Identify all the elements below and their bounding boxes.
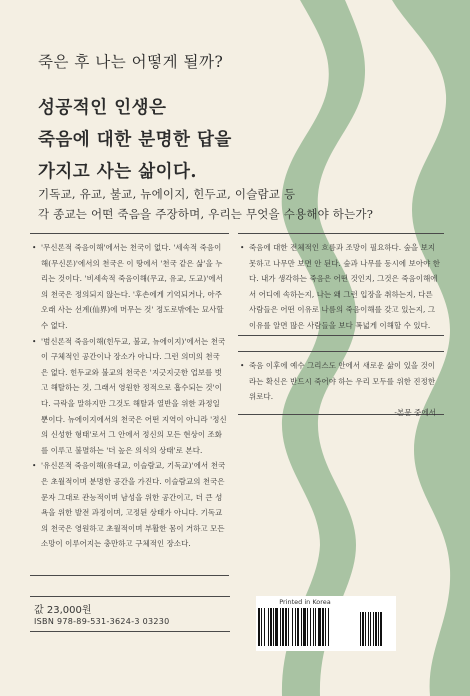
barcode-bar bbox=[282, 608, 284, 646]
barcode-bar bbox=[297, 608, 299, 646]
religions-text bbox=[38, 184, 373, 224]
barcode-bar bbox=[275, 608, 278, 646]
barcode-bar bbox=[288, 608, 289, 646]
headline bbox=[38, 92, 232, 188]
excerpt-box-right-top bbox=[238, 233, 444, 336]
barcode-addon-bar bbox=[373, 612, 374, 646]
excerpt-source: -본문 중에서 bbox=[394, 407, 436, 417]
barcode-bar bbox=[292, 608, 293, 646]
printed-in-label: Printed in Korea bbox=[279, 598, 331, 606]
barcode-bar bbox=[295, 608, 296, 646]
barcode-addon-bar bbox=[370, 612, 371, 646]
headline-line: 죽음에 대한 분명한 답을 bbox=[38, 130, 232, 150]
barcode-bar bbox=[322, 608, 324, 646]
barcode-bar bbox=[318, 608, 321, 646]
barcode-bar bbox=[258, 608, 260, 646]
barcode-bar bbox=[328, 608, 329, 646]
barcode-bar bbox=[268, 608, 269, 646]
barcode-bar bbox=[280, 608, 281, 646]
barcode-bar bbox=[310, 608, 311, 646]
religions-line: 각 종교는 어떤 죽음을 주장하며, 우리는 무엇을 수용해야 하는가? bbox=[38, 207, 374, 221]
barcode-bar bbox=[307, 608, 308, 646]
barcode-bar bbox=[285, 608, 287, 646]
excerpt-box-right-bottom bbox=[238, 351, 444, 415]
barcode-addon-bar bbox=[380, 612, 382, 646]
price: 값 23,000원 bbox=[34, 605, 92, 616]
excerpt-box-left bbox=[30, 233, 229, 576]
barcode-addon-bar bbox=[362, 612, 364, 646]
tagline: 죽은 후 나는 어떻게 될까? bbox=[38, 53, 224, 71]
barcode-addon-bar bbox=[360, 612, 361, 646]
excerpt-paragraph: • '무신론적 죽음이해'에서는 천국이 없다. '세속적 죽음이해(무신론)'에서의 천국은 이 땅에서 '천국 같은 삶'을 누리는 것이다. '비세속적 죽음이해(무교, 유교, 도교)'에서의 천국은 정의되지 않는다. '후손에게 기억되거나, 아주 오래 사는 선계(仙界)에 머무는 것' 정도로밖에는 묘사할 수 없다. bbox=[32, 240, 227, 334]
religions-line: 기독교, 유교, 불교, 뉴에이지, 힌두교, 이슬람교 등 bbox=[38, 187, 296, 201]
excerpt-paragraph: • 죽음 이후에 예수 그리스도 안에서 새로운 삶이 있을 것이라는 확신은 반드시 죽어야 하는 우리 모두를 위한 진정한 위로다. bbox=[240, 358, 442, 405]
headline-line: 성공적인 인생은 bbox=[38, 98, 167, 118]
excerpt-paragraph: • '유신론적 죽음이해(유대교, 이슬람교, 기독교)'에서 천국은 초월적이며 분명한 공간을 가진다. 이슬람교의 천국은 문자 그대로 관능적이며 남성을 위한 공간이고, 더 큰 성욕을 위한 발전 과정이며, 고정된 상태가 아니다. 기독교의 천국은 영원하고 초월적이며 부활한 몸이 거하고 모든 소망이 이루어지는 충만하고 구체적인 장소다. bbox=[32, 458, 227, 552]
barcode-addon-bar bbox=[375, 612, 377, 646]
barcode-bar bbox=[270, 608, 272, 646]
price-box bbox=[30, 596, 230, 632]
excerpt-paragraph: • 죽음에 대한 전체적인 흐름과 조망이 필요하다. 숲을 보지 못하고 나무만 보면 안 된다. 숲과 나무를 동시에 보아야 한다. 내가 생각하는 죽음은 어떤 것인지, 그것은 죽음이해에서 어디에 속하는지, 나는 왜 그런 입장을 취하는지, 다른 사람들은 어떤 이유로 나름의 죽음이해를 갖고 있는지, 그 이유를 알면 많은 사람들을 보다 폭넓게 이해할 수 있다. bbox=[240, 240, 442, 334]
barcode-bar bbox=[325, 608, 326, 646]
barcode-addon-bar bbox=[378, 612, 379, 646]
barcode-bar bbox=[273, 608, 274, 646]
barcode-bar bbox=[303, 608, 306, 646]
barcode-bar bbox=[264, 608, 265, 646]
barcode-addon-bar bbox=[368, 612, 369, 646]
excerpt-paragraph: • '범신론적 죽음이해(힌두교, 불교, 뉴에이지)'에서는 천국이 구체적인 공간이나 장소가 아니다. 그런 의미의 천국은 없다. 힌두교와 불교의 천국은 '지긋지긋한 업보를 벗고 해탈하는 것, 그래서 영원한 정적으로 흡수되는 것'이다. 극락을 말하지만 그것도 해탈과 열반을 위한 과정일 뿐이다. 뉴에이지에서의 천국은 어떤 지역이 아니라 '정신의 신성한 형태'로서 그 안에서 정신의 모든 현상이 조화를 이루고 불멸하는 '더 높은 의식의 상태'로 본다. bbox=[32, 334, 227, 459]
isbn: ISBN 978-89-531-3624-3 03230 bbox=[34, 617, 170, 626]
barcode-bar bbox=[313, 608, 314, 646]
barcode-bar bbox=[261, 608, 262, 646]
barcode bbox=[256, 608, 396, 650]
barcode-area bbox=[256, 596, 396, 651]
headline-line: 가지고 사는 삶이다. bbox=[38, 162, 198, 182]
barcode-bar bbox=[315, 608, 316, 646]
barcode-bar bbox=[301, 608, 302, 646]
barcode-addon-bar bbox=[365, 612, 366, 646]
